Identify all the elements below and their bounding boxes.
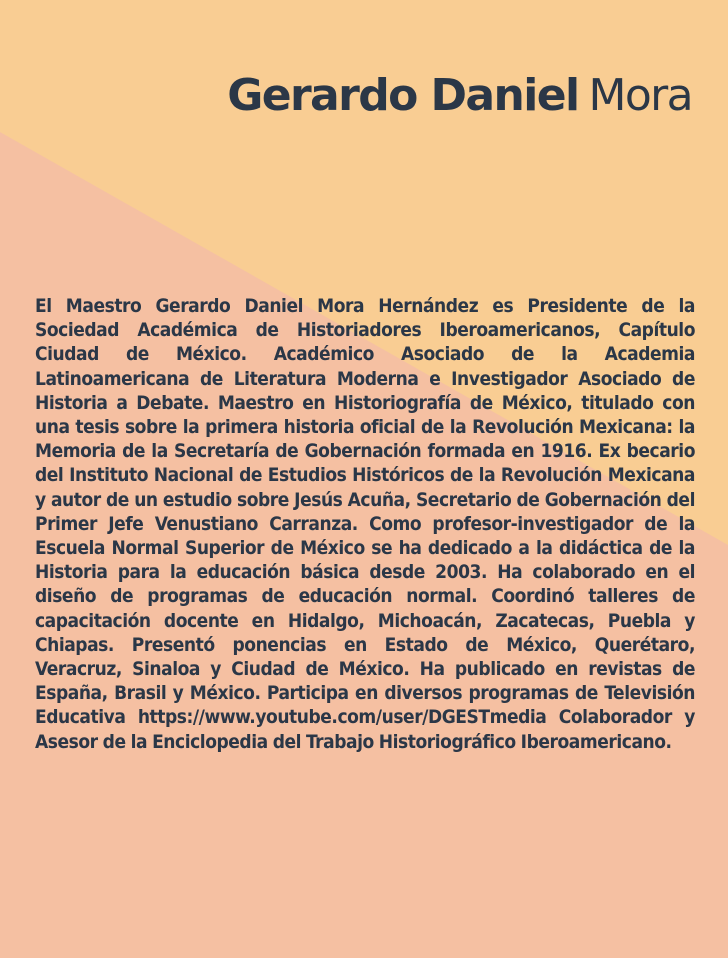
title-name-light: Mora — [588, 70, 692, 121]
biography-text: El Maestro Gerardo Daniel Mora Hernández es Presidente de la Sociedad Académica de Historiadores Iberoamericanos, Capítulo Ciudad de México. Académico Asociado de la Academia Latinoamericana de Literatura Moderna e Investigador Asociado de Historia a Debate. Maestro en Historiografía de México, titulado con una tesis sobre la primera historia oficial de la Revolución Mexicana: la Memoria de la Secretaría de Gobernación formada en 1916. Ex becario del Instituto Nacional de Estudios Históricos de la Revolución Mexicana y autor de un estudio sobre Jesús Acuña, Secretario de Gobernación del Primer Jefe Venustiano Carranza. Como profesor-investigador de la Escuela Normal Superior de México se ha dedicado a la didáctica de la Historia para la educación básica desde 2003. Ha colaborado en el diseño de programas de educación normal. Coordinó talleres de capacitación docente en Hidalgo, Michoacán, Zacatecas, Puebla y Chiapas. Presentó ponencias en Estado de México, Querétaro, Veracruz, Sinaloa y Ciudad de México. Ha publicado en revistas de España, Brasil y México. Participa en diversos programas de Televisión Educativa https://www.youtube.com/user/DGESTmedia Colaborador y Asesor de la Enciclopedia del Trabajo Historiográfico Iberoamericano. — [35, 295, 695, 753]
title-name-bold: Gerardo Daniel — [227, 70, 579, 121]
page-title — [227, 66, 692, 126]
